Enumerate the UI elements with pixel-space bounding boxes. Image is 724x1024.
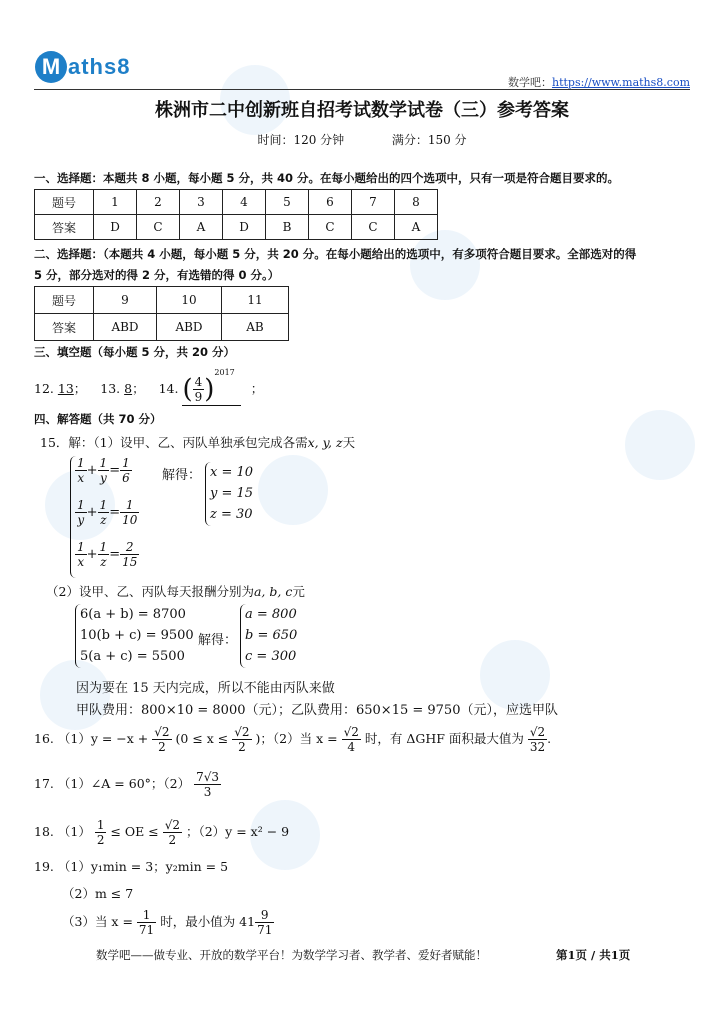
table-cell: D xyxy=(94,215,137,240)
fill-in-answers: 12. 13； 13. 8； 14. ( $\frac{4}{9}$ )$^{2017}$ ； xyxy=(34,368,264,405)
q18-text: ≤ OE ≤ xyxy=(110,824,159,839)
section1-heading: 一、选择题：本题共 8 小题，每小题 5 分，共 40 分。在每小题给出的四个选项中，只有一项是符合题目要求的。 xyxy=(34,171,620,185)
q15-equation-system-2 xyxy=(75,604,194,668)
exam-meta xyxy=(0,131,724,148)
frac-num: 1 xyxy=(137,908,156,923)
q15-solution-system-2 xyxy=(240,604,297,668)
q13-label: 13. xyxy=(100,381,121,396)
solution-line: x = 10 xyxy=(210,465,254,480)
table-cell: 9 xyxy=(94,287,157,314)
table-cell: B xyxy=(266,215,309,240)
q16-label: 16. xyxy=(34,731,54,746)
table-cell: 7 xyxy=(352,190,395,215)
equation: 10(b + c) = 9500 xyxy=(80,628,194,643)
solution-line: c = 300 xyxy=(245,649,297,664)
solution-line: y = 15 xyxy=(210,486,254,501)
frac-num: 1 xyxy=(96,818,105,832)
q14-num: 4 xyxy=(194,375,203,389)
logo-text: aths8 xyxy=(68,54,131,79)
table-cell: 2 xyxy=(137,190,180,215)
q15-part2 xyxy=(46,582,305,600)
section2-answer-table xyxy=(34,286,289,341)
q15-cost: 甲队费用：800×10 = 8000（元）；乙队费用：650×15 = 9750（元），应选甲队 xyxy=(76,703,558,718)
equation: $\frac{1}{y}$ + $\frac{1}{z}$ = $\frac{1}{10}$ xyxy=(77,498,138,527)
table-cell: C xyxy=(137,215,180,240)
page-number: 第1页 / 共1页 xyxy=(556,948,631,962)
q16-text: 时，有 ΔGHF 面积最大值为 xyxy=(364,731,524,746)
q19-text: 时，最小值为 41 xyxy=(160,914,256,929)
q17-answer xyxy=(34,770,221,799)
table-cell: 5 xyxy=(266,190,309,215)
frac-den: 2 xyxy=(96,833,105,847)
q16-text: （1）y = −x + xyxy=(57,731,149,746)
time-limit: 时间：120 分钟 xyxy=(257,133,345,147)
frac-num: √2 xyxy=(164,818,180,832)
q15-part2-unit: 元 xyxy=(292,584,305,599)
solution-line: z = 30 xyxy=(210,507,253,522)
q19-part2: （2）m ≤ 7 xyxy=(62,886,134,901)
q15-part2-text: （2）设甲、乙、丙队每天报酬分别为 xyxy=(46,584,254,599)
q14-den: 9 xyxy=(194,390,203,404)
table-cell: 11 xyxy=(222,287,289,314)
site-label: 数学吧： xyxy=(507,76,552,89)
table-cell: A xyxy=(180,215,223,240)
equation: 5(a + c) = 5500 xyxy=(80,649,185,664)
frac-den: 71 xyxy=(257,923,273,937)
table-cell: 题号 xyxy=(35,190,94,215)
section2-heading-line2: 5 分，部分选对的得 2 分，有选错的得 0 分。） xyxy=(34,268,280,282)
solve-label: 解得： xyxy=(162,468,202,483)
q16-text: (0 ≤ x ≤ xyxy=(175,731,229,746)
table-cell: 4 xyxy=(223,190,266,215)
q15-solution-system xyxy=(205,462,253,526)
q12-answer: 13 xyxy=(57,381,74,396)
q15-intro-text: 15．解：（1）设甲、乙、丙队单独承包完成各需 xyxy=(40,435,308,450)
site-url[interactable]: https://www.maths8.com xyxy=(551,76,690,89)
table-cell: 3 xyxy=(180,190,223,215)
q15-note: 因为要在 15 天内完成，所以不能由丙队来做 xyxy=(76,681,335,696)
q15-intro xyxy=(40,433,355,451)
table-row xyxy=(35,314,289,341)
frac-den: 2 xyxy=(238,740,246,754)
table-cell: ABD xyxy=(94,314,157,341)
q16-answer: 16. （1）y = −x + $\frac{√2}{2}$ (0 ≤ x ≤ $\frac{√2}{2}$ )；（2）当 x = $\frac{√2}{4}$ 时，有 ΔGHF 面积最大值为 $\frac{√2}{32}$ . xyxy=(34,725,552,754)
q13-answer: 8 xyxy=(124,381,133,396)
table-row xyxy=(35,190,438,215)
frac-den: 2 xyxy=(158,740,166,754)
q19-text: （3）当 x = xyxy=(62,914,133,929)
table-cell: 6 xyxy=(309,190,352,215)
q17-label: 17. xyxy=(34,776,54,791)
q14-exponent: 2017 xyxy=(214,368,235,377)
logo-icon: M xyxy=(35,51,67,83)
header-divider xyxy=(34,89,690,90)
frac-den: 4 xyxy=(347,740,356,754)
q15-vars: x, y, z xyxy=(307,435,343,450)
q14-answer: ( $\frac{4}{9}$ )$^{2017}$ xyxy=(182,368,240,406)
q15-equation-system xyxy=(70,456,139,578)
table-cell: A xyxy=(395,215,438,240)
frac-num: 7√3 xyxy=(196,770,220,784)
maths8-logo xyxy=(35,51,163,85)
q19-part3 xyxy=(62,908,274,937)
frac-den: 3 xyxy=(203,785,212,799)
solve-label-2: 解得： xyxy=(198,633,238,648)
watermark-logo xyxy=(258,455,328,525)
watermark-logo xyxy=(625,410,695,480)
frac-num: √2 xyxy=(343,725,359,739)
q18-answer xyxy=(34,818,289,847)
q18-text: （1） xyxy=(57,824,91,839)
equation: $\frac{1}{x}$ + $\frac{1}{z}$ = $\frac{2}{15}$ xyxy=(77,540,138,569)
table-cell: 8 xyxy=(395,190,438,215)
equation: $\frac{1}{x}$ + $\frac{1}{y}$ = $\frac{1}{6}$ xyxy=(77,456,130,485)
table-cell: C xyxy=(309,215,352,240)
table-cell: 答案 xyxy=(35,215,94,240)
q15-part2-vars: a, b, c xyxy=(253,584,293,599)
frac-den: 32 xyxy=(529,740,546,754)
table-row xyxy=(35,287,289,314)
table-cell: ABD xyxy=(157,314,222,341)
table-cell: C xyxy=(352,215,395,240)
q15-unit: 天 xyxy=(342,435,356,450)
equation: 6(a + b) = 8700 xyxy=(80,607,186,622)
table-cell: 1 xyxy=(94,190,137,215)
full-score: 满分：150 分 xyxy=(391,133,467,147)
q14-label: 14. xyxy=(158,381,179,396)
table-row xyxy=(35,215,438,240)
watermark-logo xyxy=(410,230,480,300)
table-cell: 题号 xyxy=(35,287,94,314)
page-title: 株洲市二中创新班自招考试数学试卷（三）参考答案 xyxy=(155,100,569,121)
table-cell: 答案 xyxy=(35,314,94,341)
q19-label: 19. xyxy=(34,859,54,874)
table-cell: 10 xyxy=(157,287,222,314)
table-cell: D xyxy=(223,215,266,240)
q19-text: （1）y₁min = 3；y₂min = 5 xyxy=(57,859,229,874)
q19-part1 xyxy=(34,857,228,875)
section4-heading: 四、解答题（共 70 分） xyxy=(34,412,162,426)
site-link-line xyxy=(508,74,690,90)
q18-text: ；（2）y = x² − 9 xyxy=(185,824,290,839)
frac-num: 9 xyxy=(255,908,274,923)
table-cell: AB xyxy=(222,314,289,341)
frac-num: √2 xyxy=(234,725,250,739)
frac-den: 71 xyxy=(138,923,155,937)
solution-line: a = 800 xyxy=(245,607,297,622)
q16-text: )；（2）当 x = xyxy=(255,731,338,746)
frac-den: 2 xyxy=(168,833,177,847)
frac-num: √2 xyxy=(529,725,546,739)
section3-heading: 三、填空题（每小题 5 分，共 20 分） xyxy=(34,345,236,359)
q12-label: 12. xyxy=(34,381,54,396)
q17-text: （1）∠A = 60°；（2） xyxy=(57,776,191,791)
section2-heading-line1: 二、选择题：（本题共 4 小题，每小题 5 分，共 20 分。在每小题给出的选项中，有多项符合题目要求。全部选对的得 xyxy=(34,247,637,261)
footer-text: 数学吧——做专业、开放的数学平台！为数学学习者、教学者、爱好者赋能！ xyxy=(96,948,487,962)
section1-answer-table xyxy=(34,189,438,240)
frac-num: √2 xyxy=(154,725,170,739)
q18-label: 18. xyxy=(34,824,54,839)
solution-line: b = 650 xyxy=(245,628,298,643)
